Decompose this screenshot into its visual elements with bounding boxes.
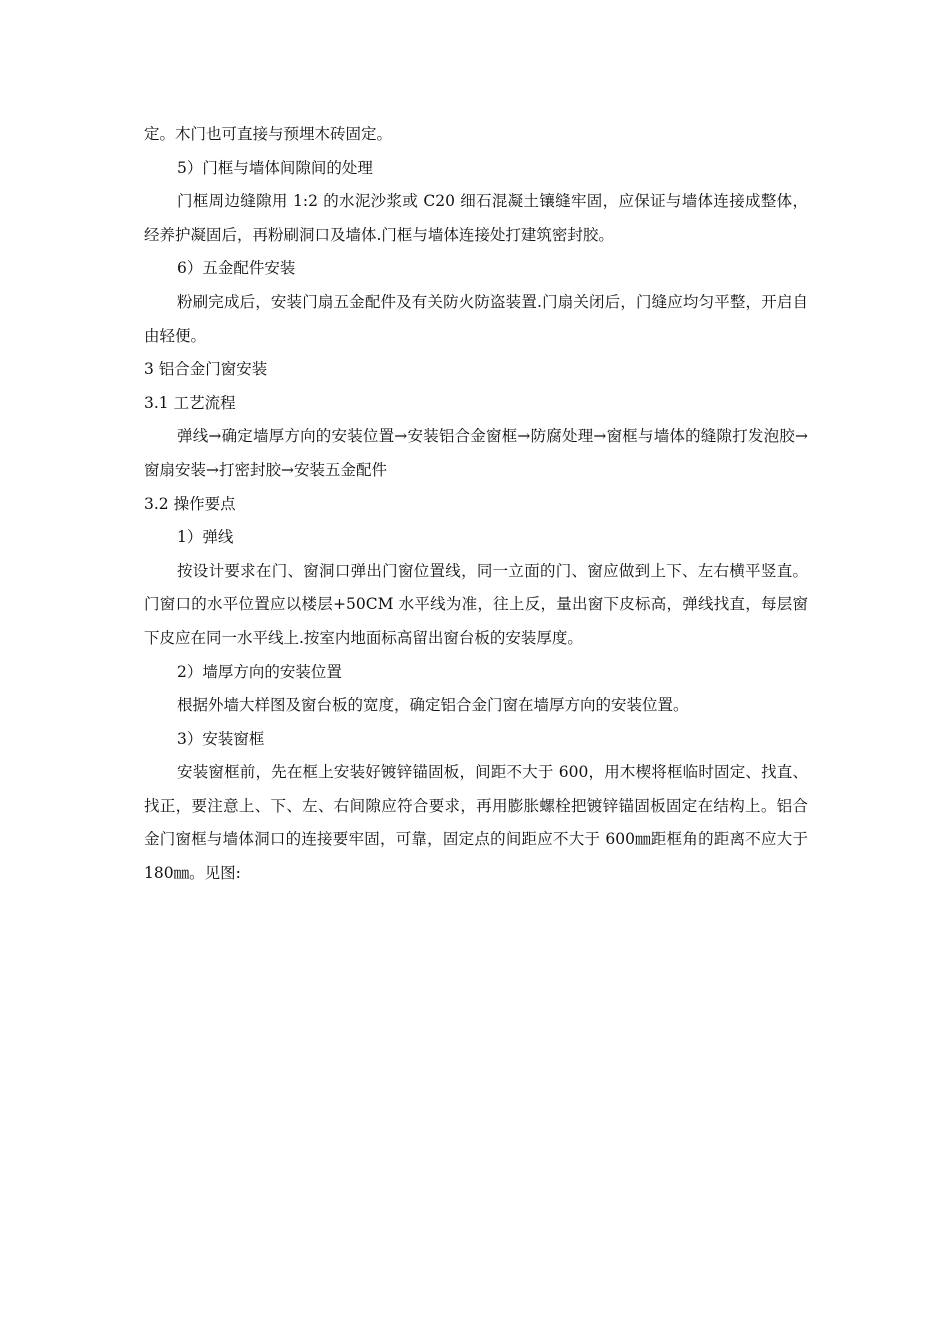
item-heading-frame-gap: 5）门框与墙体间隙间的处理 bbox=[177, 158, 373, 177]
paragraph-install-frame: 安装窗框前，先在框上安装好镀锌锚固板，间距不大于 600，用木楔将框临时固定、找直、找正，要注意上、下、左、右间隙应符合要求，再用膨胀螺栓把镀锌锚固板固定在结构上。铝合金门窗框与墙体洞口的连接要牢固，可靠，固定点的间距应不大于 600㎜距框角的距离不应大于 180㎜。见图: bbox=[144, 763, 808, 883]
section-heading-aluminum: 3 铝合金门窗安装 bbox=[144, 360, 268, 379]
paragraph-frame-gap: 门框周边缝隙用 1:2 的水泥沙浆或 C20 细石混凝土镶缝牢固，应保证与墙体连接成整体，经养护凝固后，再粉刷洞口及墙体.门框与墙体连接处打建筑密封胶。 bbox=[144, 192, 808, 244]
subsection-heading-key-points: 3.2 操作要点 bbox=[144, 494, 236, 513]
paragraph-marking: 按设计要求在门、窗洞口弹出门窗位置线，同一立面的门、窗应做到上下、左右横平竖直。门窗口的水平位置应以楼层+50CM 水平线为准，往上反，量出窗下皮标高，弹线找直，每层窗下皮应在同一水平线上.按室内地面标高留出窗台板的安装厚度。 bbox=[144, 561, 808, 647]
item-heading-wall-thickness: 2）墙厚方向的安装位置 bbox=[177, 662, 342, 681]
paragraph-process-flow: 弹线→确定墙厚方向的安装位置→安装铝合金窗框→防腐处理→窗框与墙体的缝隙打发泡胶→窗扇安装→打密封胶→安装五金配件 bbox=[144, 427, 808, 479]
item-heading-hardware: 6）五金配件安装 bbox=[177, 259, 296, 278]
subsection-heading-process: 3.1 工艺流程 bbox=[144, 393, 236, 412]
paragraph-continuation: 定。木门也可直接与预埋木砖固定。 bbox=[144, 125, 393, 143]
document-body bbox=[144, 118, 808, 891]
paragraph-hardware: 粉刷完成后，安装门扇五金配件及有关防火防盗装置.门扇关闭后，门缝应均匀平整，开启自由轻便。 bbox=[144, 292, 808, 345]
item-heading-install-frame: 3）安装窗框 bbox=[177, 729, 265, 748]
paragraph-wall-thickness: 根据外墙大样图及窗台板的宽度，确定铝合金门窗在墙厚方向的安装位置。 bbox=[177, 696, 689, 715]
item-heading-marking: 1）弹线 bbox=[177, 528, 234, 547]
